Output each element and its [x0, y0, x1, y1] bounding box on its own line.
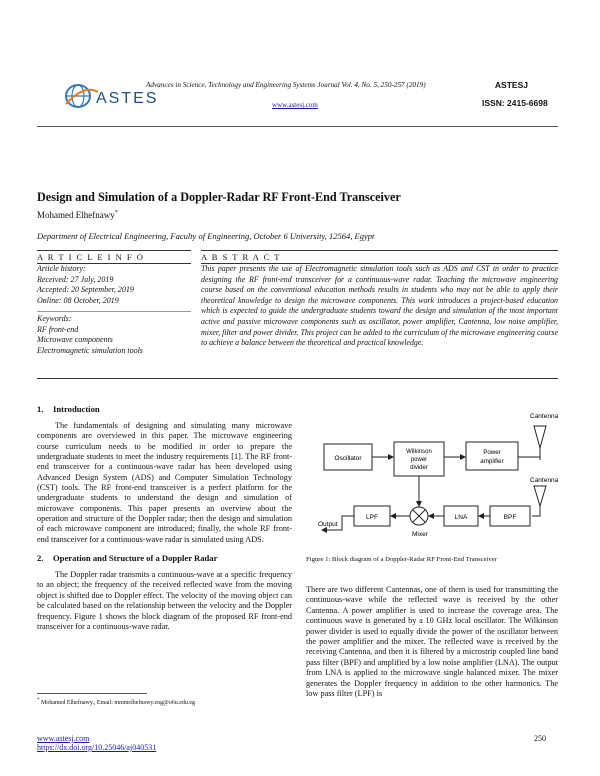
- section-1-heading: [37, 404, 292, 414]
- left-column: [37, 404, 292, 632]
- oscillator-label: Oscillator: [334, 455, 362, 462]
- power-amp-label-1: Power: [483, 449, 501, 456]
- right-column-text: There are two different Cantennas, one of them is used for transmitting the continuous-wave while the reflected wave is received by the other Cantenna. A power amplifier is used to increase the coverage area. The continuous wave is generated by a 10 GHz local oscillator. The Wilkinson power divider is used to equally divide the power of the oscillator between the power amplifier and the mixer. The reflected wave is received by the receiving Cantenna, and then it is filtered by a microstrip coupled line band pass filter (BPF) and amplified by a low noise amplifier (LNA). The output from LNA is applied to the microwave single balanced mixer. The mixer generates the Doppler frequency in addition to the other harmonics. The low pass filter (LPF) is: [306, 585, 558, 699]
- paper-author: [37, 210, 118, 220]
- section-2-title: Operation and Structure of a Doppler Radar: [53, 553, 218, 564]
- section-2-number: 2.: [37, 553, 44, 564]
- abstract-divider: [37, 378, 558, 379]
- paper-title: Design and Simulation of a Doppler-Radar RF Front-End Transceiver: [37, 190, 401, 204]
- abstract-text: This paper presents the use of Electromagnetic simulation tools such as ADS and CST in order to practice designing the RF front-end transceiver for a continuous-wave radar. Teaching the microwave engineering course based on the conventional education methods results in students who may not be able to apply their theoretical knowledge to design the microwave components. This work introduces a project-based education which is expected to guide the undergraduate students toward the design and simulation of the most important active and passive microwave components such as oscillator, power amplifier, Cantenna, low noise amplifier, mixer, filter and power divider. This project can be added to the curriculum of the microwave engineering course to achieve a balance between the theoretical and practical knowledge.: [201, 264, 558, 348]
- output-label: Output: [318, 521, 338, 528]
- rx-antenna-wire: [532, 506, 540, 516]
- journal-url-link[interactable]: www.astesj.com: [272, 101, 318, 109]
- online-date: Online: 08 October, 2019: [37, 295, 119, 305]
- keyword: Microwave components: [37, 335, 113, 344]
- article-info: [37, 264, 191, 356]
- power-amp-label-2: amplifier: [480, 458, 504, 465]
- pa-to-antenna-wire: [518, 457, 540, 460]
- author-mark: *: [114, 210, 118, 216]
- header-divider: [37, 126, 558, 127]
- article-info-heading: A R T I C L E I N F O: [37, 250, 191, 264]
- logo-text: ASTES: [96, 90, 159, 107]
- keyword: RF front-end: [37, 324, 79, 334]
- rx-antenna-icon: [534, 486, 546, 506]
- abstract-heading: A B S T R A C T: [201, 250, 558, 264]
- footnote-text: Mohamed Elhefnawy., Email: mmmelhefnawy.eng@o6u.edu.eg: [41, 700, 196, 706]
- info-divider: [37, 306, 191, 312]
- lpf-label: LPF: [366, 514, 378, 521]
- footnote-divider: [37, 693, 147, 694]
- footnote: [37, 698, 195, 706]
- tx-antenna-icon: [534, 426, 546, 448]
- footer-url-link[interactable]: www.astesj.com: [37, 734, 90, 743]
- block-diagram: [308, 404, 558, 559]
- wilkinson-label-1: Wilkinson: [406, 449, 432, 455]
- issn-number: ISSN: 2415-6698: [482, 98, 548, 108]
- journal-citation: Advances in Science, Technology and Engineering Systems Journal Vol. 4, No. 5, 250-257 (2019): [146, 81, 426, 89]
- issn-box: [476, 80, 556, 108]
- author-name: Mohamed Elhefnawy: [37, 210, 115, 220]
- wilkinson-label-2: power: [410, 457, 428, 463]
- paper-affiliation: Department of Electrical Engineering, Faculty of Engineering, October 6 University, 12564, Egypt: [37, 231, 375, 241]
- section-2-text: The Doppler radar transmits a continuous-wave at a specific frequency to an object; the frequency of the received reflected wave from the moving object is shifted due to Doppler effect. The velocity of the moving object can be calculated based on the relationship between the velocity and the Doppler frequency. Figure 1 shows the block diagram of the proposed RF front-end transceiver for a continuous-wave radar.: [37, 570, 292, 631]
- section-1-title: Introduction: [53, 404, 100, 414]
- lna-label: LNA: [454, 514, 468, 521]
- accepted-date: Accepted: 20 September, 2019: [37, 285, 134, 294]
- bpf-label: BPF: [503, 514, 517, 521]
- received-date: Received: 27 July, 2019: [37, 274, 114, 284]
- tx-cantenna-label: Cantenna: [530, 413, 558, 420]
- figure-caption: Figure 1: Block diagram of a Doppler-Radar RF Front-End Transceiver: [306, 556, 497, 563]
- wilkinson-label-3: divider: [410, 465, 428, 471]
- section-1-text: The fundamentals of designing and simulating many microwave components are overviewed in this paper. The microwave engineering course curriculum needs to be modified in order to prepare the undergraduate students to meet the industry requirements [1]. The RF front-end transceiver for a continuous-wave radar has been developed using Advanced Design System (ADS) and Computer Simulation Technology (CST) tools. The RF front-end transceiver is a perfect platform for the undergraduate students to understand the design and simulation of microwave components. This paper presents an overview about the operation and structure of the Doppler radar; then the design and simulation of each microwave component are introduced; finally, the whole RF front-end transceiver for a continuous-wave radar is simulated using ADS.: [37, 421, 292, 544]
- section-2-heading: [37, 553, 292, 563]
- section-1-number: 1.: [37, 404, 44, 414]
- mixer-label: Mixer: [412, 531, 428, 538]
- keywords-label: Keywords:: [37, 314, 72, 323]
- history-label: Article history:: [37, 264, 86, 273]
- footnote-mark: *: [37, 698, 40, 703]
- issn-title: ASTESJ: [494, 80, 528, 90]
- keyword: Electromagnetic simulation tools: [37, 345, 143, 355]
- page-number: 250: [534, 734, 546, 743]
- footer-doi-link[interactable]: https://dx.doi.org/10.25046/aj040531: [37, 743, 157, 752]
- rx-cantenna-label: Cantenna: [530, 477, 558, 484]
- power-amplifier-block: [466, 442, 518, 470]
